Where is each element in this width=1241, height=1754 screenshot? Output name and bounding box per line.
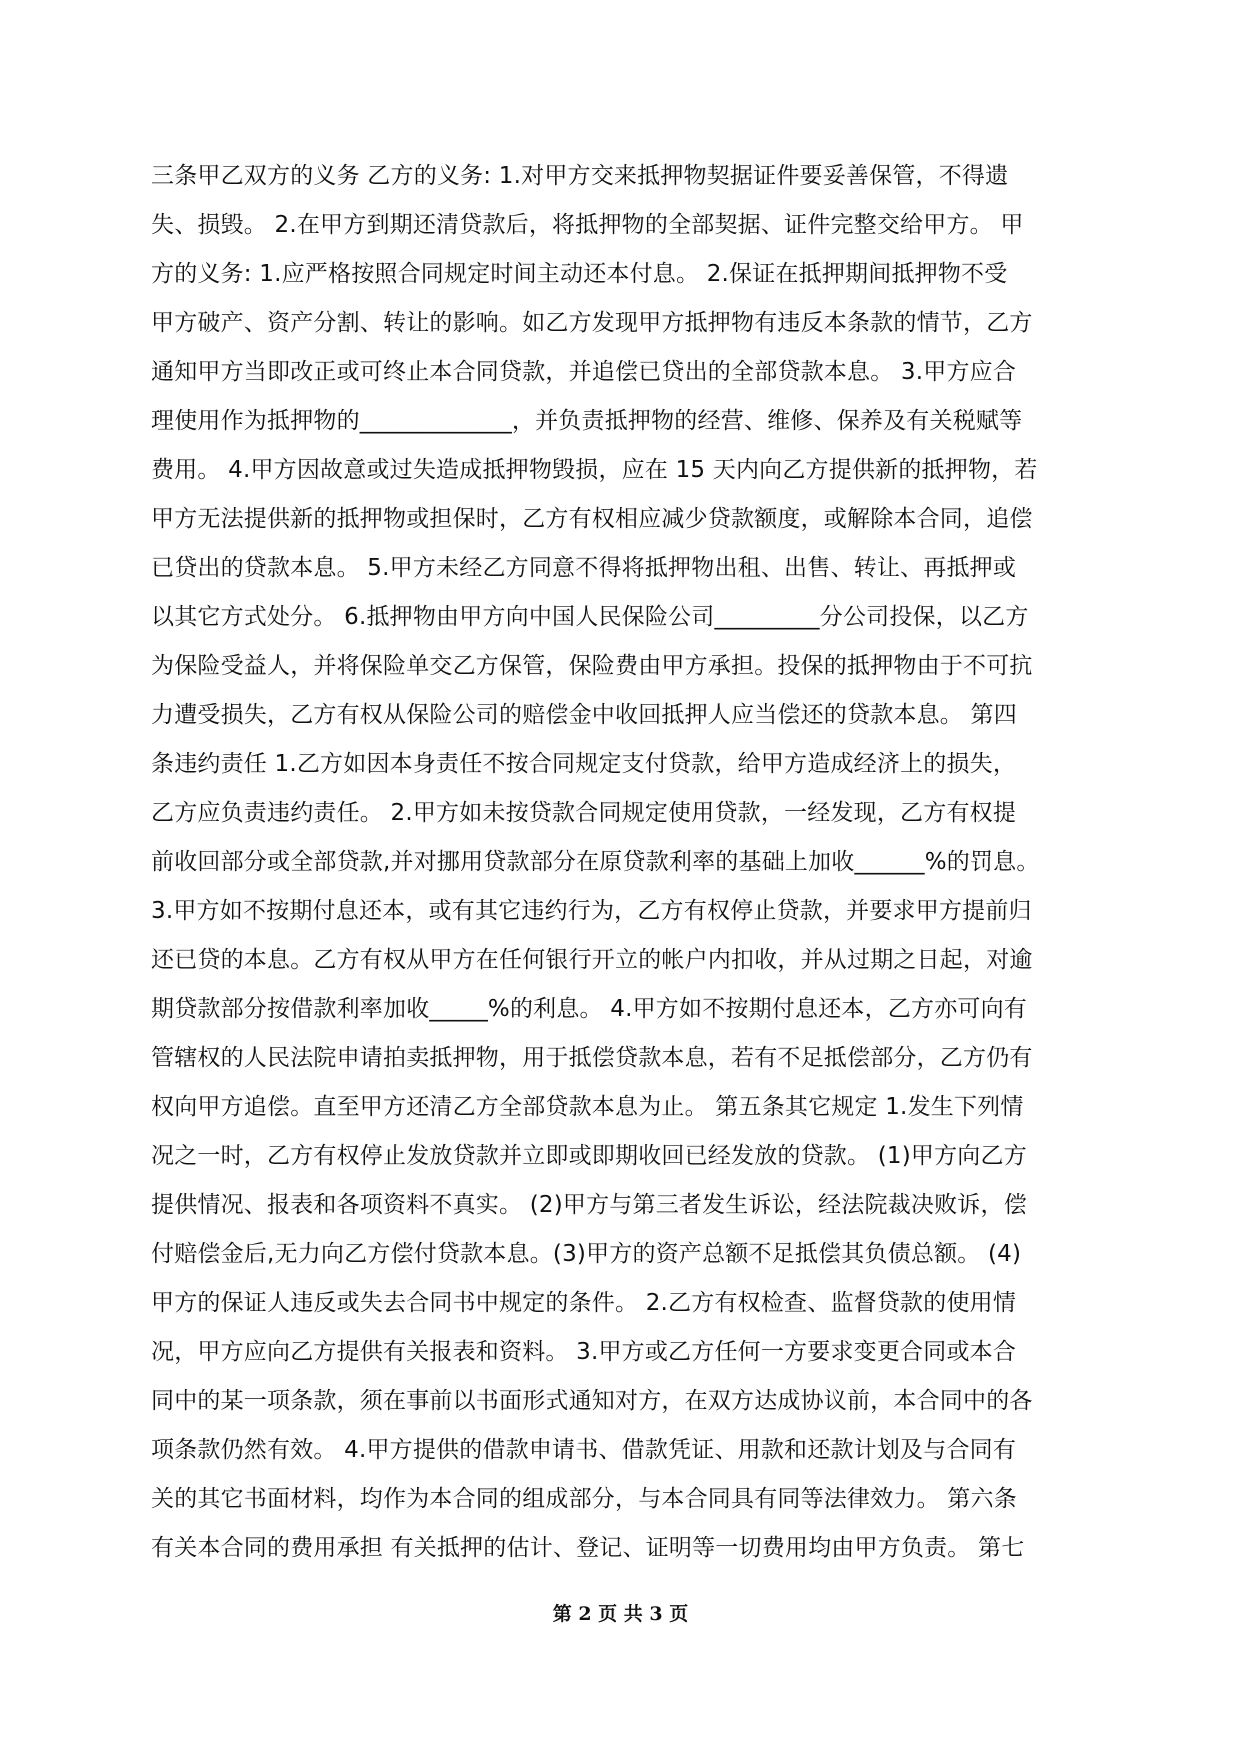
text-line: 3.甲方如不按期付息还本，或有其它违约行为，乙方有权停止贷款，并要求甲方提前归 <box>151 898 1032 924</box>
text-line: 条违约责任 1.乙方如因本身责任不按合同规定支付贷款，给甲方造成经济上的损失， <box>151 751 1017 777</box>
text-line: 管辖权的人民法院申请拍卖抵押物，用于抵偿贷款本息，若有不足抵偿部分，乙方仍有 <box>151 1045 1033 1071</box>
text-line: 关的其它书面材料，均作为本合同的组成部分，与本合同具有同等法律效力。 第六条 <box>151 1486 1017 1512</box>
text-line: 前收回部分或全部贷款,并对挪用贷款部分在原贷款利率的基础上加收______%的罚息。 <box>151 849 1040 875</box>
text-line: 失、损毁。 2.在甲方到期还清贷款后，将抵押物的全部契据、证件完整交给甲方。 甲 <box>151 212 1024 238</box>
text-line: 三条甲乙双方的义务 乙方的义务: 1.对甲方交来抵押物契据证件要妥善保管，不得遗 <box>151 163 1009 189</box>
text-line: 权向甲方追偿。直至甲方还清乙方全部贷款本息为止。 第五条其它规定 1.发生下列情 <box>151 1094 1024 1120</box>
text-line: 期贷款部分按借款利率加收_____%的利息。 4.甲方如不按期付息还本，乙方亦可向有 <box>151 996 1028 1022</box>
text-line: 有关本合同的费用承担 有关抵押的估计、登记、证明等一切费用均由甲方负责。 第七 <box>151 1535 1025 1561</box>
text-line: 况，甲方应向乙方提供有关报表和资料。 3.甲方或乙方任何一方要求变更合同或本合 <box>151 1339 1017 1365</box>
contract-body-text <box>151 152 1091 1573</box>
page-number-footer: 第 2 页 共 3 页 <box>552 1603 689 1625</box>
text-line: 以其它方式处分。 6.抵押物由甲方向中国人民保险公司_________分公司投保，以乙方 <box>151 604 1029 630</box>
text-line: 已贷出的贷款本息。 5.甲方未经乙方同意不得将抵押物出租、出售、转让、再抵押或 <box>151 555 1017 581</box>
text-line: 通知甲方当即改正或可终止本合同贷款，并追偿已贷出的全部贷款本息。 3.甲方应合 <box>151 359 1017 385</box>
text-line: 甲方的保证人违反或失去合同书中规定的条件。 2.乙方有权检查、监督贷款的使用情 <box>151 1290 1017 1316</box>
text-line: 甲方无法提供新的抵押物或担保时，乙方有权相应减少贷款额度，或解除本合同，追偿 <box>151 506 1033 532</box>
text-line: 甲方破产、资产分割、转让的影响。如乙方发现甲方抵押物有违反本条款的情节，乙方 <box>151 310 1033 336</box>
text-line: 同中的某一项条款，须在事前以书面形式通知对方，在双方达成协议前，本合同中的各 <box>151 1388 1033 1414</box>
text-line: 付赔偿金后,无力向乙方偿付贷款本息。(3)甲方的资产总额不足抵偿其负债总额。 (4) <box>151 1241 1022 1267</box>
text-line: 力遭受损失，乙方有权从保险公司的赔偿金中收回抵押人应当偿还的贷款本息。 第四 <box>151 702 1017 728</box>
text-line: 还已贷的本息。乙方有权从甲方在任何银行开立的帐户内扣收，并从过期之日起，对逾 <box>151 947 1033 973</box>
text-line: 提供情况、报表和各项资料不真实。 (2)甲方与第三者发生诉讼，经法院裁决败诉，偿 <box>151 1192 1027 1218</box>
text-line: 方的义务: 1.应严格按照合同规定时间主动还本付息。 2.保证在抵押期间抵押物不受 <box>151 261 1008 287</box>
text-line: 费用。 4.甲方因故意或过失造成抵押物毁损，应在 15 天内向乙方提供新的抵押物，若 <box>151 457 1038 483</box>
text-line: 为保险受益人，并将保险单交乙方保管，保险费由甲方承担。投保的抵押物由于不可抗 <box>151 653 1033 679</box>
text-line: 理使用作为抵押物的_____________，并负责抵押物的经营、维修、保养及有关税赋等 <box>151 408 1023 434</box>
text-line: 乙方应负责违约责任。 2.甲方如未按贷款合同规定使用贷款，一经发现，乙方有权提 <box>151 800 1017 826</box>
text-line: 况之一时，乙方有权停止发放贷款并立即或即期收回已经发放的贷款。 (1)甲方向乙方 <box>151 1143 1027 1169</box>
text-line: 项条款仍然有效。 4.甲方提供的借款申请书、借款凭证、用款和还款计划及与合同有 <box>151 1437 1017 1463</box>
